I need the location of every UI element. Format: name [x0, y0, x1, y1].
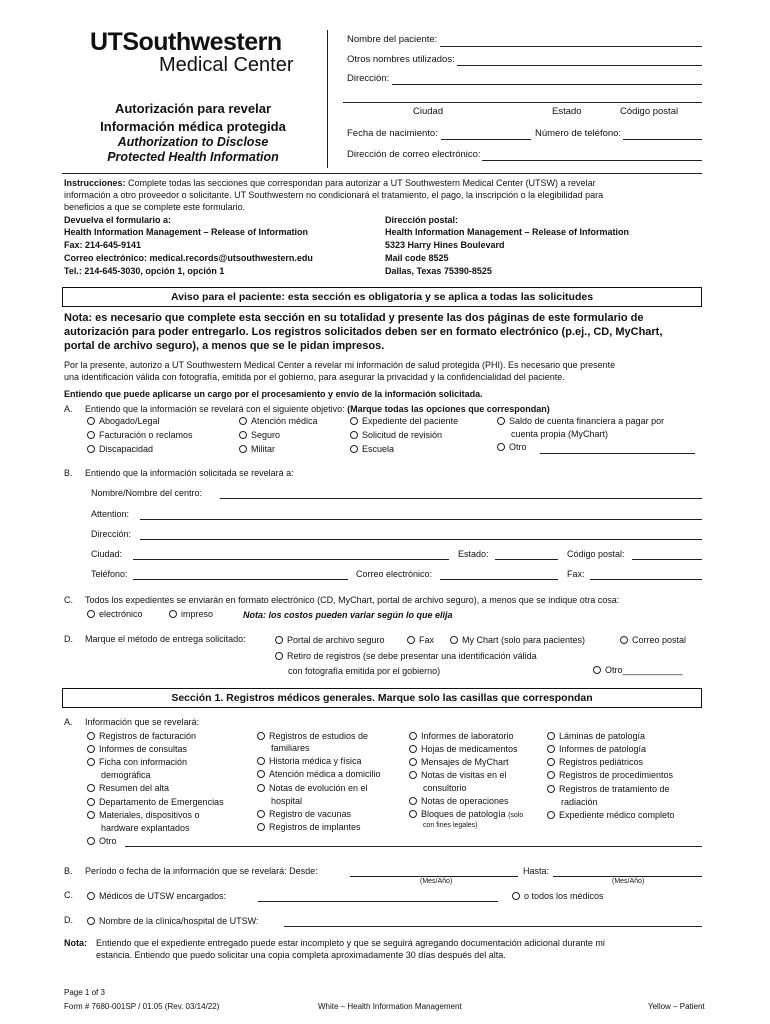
notice-note3: portal de archivo seguro), a menos que se le pidan impresos. — [64, 340, 385, 352]
patient-address-field[interactable] — [392, 84, 702, 85]
date-until-format: (Mes/Año) — [612, 878, 645, 885]
rec-other[interactable] — [87, 836, 117, 846]
instructions-text2: información a otro proveedor o solicitante. UT Southwestern no condicionará el tratamiento, el pago, la inscripción o la elegibilidad para — [64, 190, 604, 200]
radio-icon — [409, 732, 417, 740]
opt-review[interactable] — [350, 430, 442, 440]
recipient-city-label: Ciudad: — [91, 549, 123, 559]
rec-path-reports[interactable] — [547, 744, 646, 754]
attention-label: Attention: — [91, 509, 130, 519]
rec-radiation[interactable] — [547, 784, 670, 794]
city-caption: Ciudad — [413, 106, 444, 117]
sec-a-text — [85, 404, 550, 414]
rec-office-visits-label: Notas de visitas en el — [421, 770, 507, 780]
patient-address-line2[interactable] — [343, 102, 702, 103]
instructions-label: Instrucciones: — [64, 178, 126, 188]
title-en-1: Authorization to Disclose — [117, 135, 269, 149]
rec-progress-label: Notas de evolución en el — [269, 783, 368, 793]
phone-field[interactable] — [623, 139, 702, 140]
rec-office-visits-label2: consultorio — [423, 783, 467, 793]
radio-icon — [497, 443, 505, 451]
return-email[interactable]: Correo electrónico: medical.records@utsouthwestern.edu — [64, 253, 313, 263]
return-line1: Health Information Management – Release of Information — [64, 227, 309, 237]
radio-icon — [450, 636, 458, 644]
mail-line1: Health Information Management – Release of Information — [385, 227, 630, 237]
radio-icon — [547, 811, 555, 819]
opt-insurance[interactable] — [239, 430, 280, 440]
recipient-fax-field[interactable] — [590, 579, 702, 580]
rec-procedures-label: Registros de procedimientos — [559, 770, 674, 780]
final-note-line1: Entiendo que el expediente entregado puede estar incompleto y que se seguirá agregando documentación adicional durante mi — [96, 938, 605, 948]
radio-icon — [87, 784, 95, 792]
rec-complete[interactable] — [547, 810, 675, 820]
radio-icon — [350, 431, 358, 439]
rec-path-slides-label: Láminas de patología — [559, 731, 646, 741]
email-label: Dirección de correo electrónico: — [347, 149, 481, 160]
s1-c-letter: C. — [64, 890, 73, 900]
rec-progress-label2: hospital — [271, 796, 303, 806]
radio-icon — [275, 636, 283, 644]
mail-title: Dirección postal: — [385, 215, 459, 225]
sec-b-text: Entiendo que la información solicitada se revelará a: — [85, 468, 294, 478]
radio-icon — [87, 758, 95, 766]
rec-pediatric[interactable] — [547, 757, 643, 767]
opt-disability[interactable] — [87, 444, 153, 454]
recipient-email-label: Correo electrónico: — [356, 569, 433, 579]
rec-other-label: Otro — [99, 836, 117, 846]
opt-self-pay-label: Saldo de cuenta financiera a pagar por — [509, 416, 665, 426]
opt-delivery-other[interactable] — [593, 665, 683, 675]
radio-icon — [87, 610, 95, 618]
opt-legal[interactable] — [87, 416, 160, 426]
final-note-line2: estancia. Entiendo que puedo solicitar una copia completa aproximadamente 30 días después del alta. — [96, 950, 506, 960]
mail-line4: Dallas, Texas 75390-8525 — [385, 266, 492, 276]
rec-demographic-label: Ficha con información — [99, 757, 188, 767]
rec-path-blocks-label: Bloques de patología — [421, 809, 506, 819]
return-phone: Tel.: 214-645-3030, opción 1, opción 1 — [64, 266, 225, 276]
rec-home-care[interactable] — [257, 769, 381, 779]
s1-d-letter: D. — [64, 915, 73, 925]
final-note-label: Nota: — [64, 938, 87, 948]
radio-icon — [87, 732, 95, 740]
return-fax: Fax: 214-645-9141 — [64, 240, 142, 250]
rec-radiation-label2: radiación — [561, 797, 598, 807]
rec-path-reports-label: Informes de patología — [559, 744, 647, 754]
date-from-field[interactable] — [350, 876, 518, 877]
rec-emergency-label: Departamento de Emergencias — [99, 797, 224, 807]
radio-icon — [547, 771, 555, 779]
auth-line2: una identificación válida con fotografía, emitida por el gobierno, para asegurar la privacidad y la confidencialidad del paciente. — [64, 372, 565, 382]
rec-office-visits[interactable] — [409, 770, 507, 780]
opt-printed[interactable] — [169, 609, 213, 619]
recipient-phone-field[interactable] — [133, 579, 348, 580]
opt-electronic[interactable] — [87, 609, 143, 619]
title-es-2: Información médica protegida — [100, 119, 286, 134]
radio-icon — [239, 445, 247, 453]
radio-icon — [87, 811, 95, 819]
all-doctors-label: o todos los médicos — [524, 891, 604, 901]
patient-address-label: Dirección: — [347, 73, 390, 84]
radio-icon — [409, 797, 417, 805]
opt-military-label: Militar — [251, 444, 275, 454]
opt-portal-label: Portal de archivo seguro — [287, 635, 385, 645]
state-caption: Estado — [552, 106, 582, 117]
opt-mychart[interactable] — [450, 635, 585, 645]
opt-patient-record[interactable] — [350, 416, 458, 426]
opt-delivery-other-label: Otro____________ — [605, 665, 683, 675]
rec-medication-label: Hojas de medicamentos — [421, 744, 518, 754]
sec-d-text: Marque el método de entrega solicitado: — [85, 634, 246, 644]
clinic-name[interactable] — [87, 916, 258, 926]
radio-icon — [87, 417, 95, 425]
recipient-state-field[interactable] — [495, 559, 558, 560]
header-divider — [327, 30, 328, 168]
opt-billing-label: Facturación o reclamos — [99, 430, 193, 440]
rec-implants-label: Registros de implantes — [269, 822, 361, 832]
radio-icon — [409, 745, 417, 753]
sec-a-letter: A. — [64, 404, 73, 414]
date-until-field[interactable] — [553, 876, 702, 877]
rec-progress[interactable] — [257, 783, 368, 793]
phone-label: Número de teléfono: — [535, 128, 622, 139]
sec-b-letter: B. — [64, 468, 73, 478]
dob-label: Fecha de nacimiento: — [347, 128, 438, 139]
opt-insurance-label: Seguro — [251, 430, 281, 440]
yellow-copy: Yellow – Patient — [648, 1002, 705, 1011]
radio-icon — [87, 837, 95, 845]
rec-billing-label: Registros de facturación — [99, 731, 197, 741]
opt-fax-label: Fax — [419, 635, 435, 645]
s1-b-letter: B. — [64, 866, 73, 876]
radio-icon — [547, 785, 555, 793]
rec-mychart-msgs[interactable] — [409, 757, 509, 767]
rec-family-label2: familiares — [271, 743, 310, 753]
recipient-zip-label: Código postal: — [567, 549, 625, 559]
mail-line3: Mail code 8525 — [385, 253, 449, 263]
opt-disability-label: Discapacidad — [99, 444, 154, 454]
radio-icon — [512, 892, 520, 900]
opt-other[interactable] — [497, 442, 527, 452]
recipient-state-label: Estado: — [458, 549, 489, 559]
opt-mail-label: Correo postal — [632, 635, 687, 645]
opt-pickup-label2: con fotografía emitida por el gobierno) — [288, 666, 441, 676]
sec-d-letter: D. — [64, 634, 73, 644]
rec-vaccines[interactable] — [257, 809, 351, 819]
dob-field[interactable] — [441, 139, 531, 140]
opt-self-pay-label2: cuenta propia (MyChart) — [511, 429, 609, 439]
opt-other-label: Otro — [509, 442, 527, 452]
opt-patient-record-label: Expediente del paciente — [362, 416, 459, 426]
radio-icon — [350, 445, 358, 453]
opt-medical[interactable] — [239, 416, 318, 426]
radio-icon — [257, 770, 265, 778]
rec-billing[interactable] — [87, 731, 196, 741]
recipient-fax-label: Fax: — [567, 569, 585, 579]
mail-line2: 5323 Harry Hines Boulevard — [385, 240, 505, 250]
radio-icon — [593, 666, 601, 674]
recipient-phone-label: Teléfono: — [91, 569, 128, 579]
rec-explanted-label2: hardware explantados — [101, 823, 190, 833]
section1-box: Sección 1. Registros médicos generales. Marque solo las casillas que correspondan — [62, 688, 702, 708]
rec-history-label: Historia médica y física — [269, 756, 362, 766]
radio-icon — [547, 732, 555, 740]
rec-other-field[interactable] — [125, 846, 702, 847]
rec-family[interactable] — [257, 731, 368, 741]
recipient-email-field[interactable] — [440, 579, 558, 580]
opt-school-label: Escuela — [362, 444, 395, 454]
sec-a-text-bold: (Marque todas las opciones que correspondan) — [347, 404, 550, 414]
rec-family-label: Registros de estudios de — [269, 731, 369, 741]
radio-icon — [257, 823, 265, 831]
clinic-name-label: Nombre de la clínica/hospital de UTSW: — [99, 916, 259, 926]
recipient-zip-field[interactable] — [632, 559, 702, 560]
radio-icon — [547, 758, 555, 766]
instructions-line1 — [64, 177, 704, 189]
opt-review-label: Solicitud de revisión — [362, 430, 443, 440]
center-name-field[interactable] — [220, 498, 702, 499]
utsw-doctors-label: Médicos de UTSW encargados: — [99, 891, 227, 901]
rec-demographic[interactable] — [87, 757, 187, 767]
rec-complete-label: Expediente médico completo — [559, 810, 675, 820]
attention-field[interactable] — [140, 519, 702, 520]
opt-printed-label: impreso — [181, 609, 214, 619]
rule — [62, 173, 702, 174]
radio-icon — [87, 798, 95, 806]
rec-path-blocks[interactable] — [409, 809, 523, 819]
utsw-doctors[interactable] — [87, 891, 226, 901]
utsw-doctors-field[interactable] — [258, 901, 498, 902]
notice-note1: Nota: es necesario que complete esta sección en su totalidad y presente las dos páginas de este formulario de — [64, 312, 644, 324]
s1-a-text: Información que se revelará: — [85, 717, 200, 727]
rec-lab-label: Informes de laboratorio — [421, 731, 514, 741]
rec-vaccines-label: Registro de vacunas — [269, 809, 352, 819]
other-names-field[interactable] — [457, 65, 702, 66]
radio-icon — [350, 417, 358, 425]
opt-self-pay[interactable] — [497, 416, 664, 426]
rec-path-blocks-note2: con fines legales) — [423, 822, 478, 829]
radio-icon — [620, 636, 628, 644]
opt-mychart-label: My Chart (solo para pacientes) — [462, 635, 586, 645]
rec-procedures[interactable] — [547, 770, 673, 780]
white-copy: White – Health Information Management — [318, 1002, 462, 1011]
center-name-label: Nombre/Nombre del centro: — [91, 488, 203, 498]
rec-implants[interactable] — [257, 822, 361, 832]
sec-a-text-plain: Entiendo que la información se revelará con el siguiente objetivo: — [85, 404, 348, 414]
opt-pickup-label: Retiro de registros (se debe presentar una identificación válida — [287, 651, 537, 661]
other-names-label: Otros nombres utilizados: — [347, 54, 455, 65]
radio-icon — [257, 732, 265, 740]
logo-line2: Medical Center — [159, 54, 294, 76]
rec-operations-label: Notas de operaciones — [421, 796, 509, 806]
opt-school[interactable] — [350, 444, 394, 454]
radio-icon — [87, 431, 95, 439]
rec-lab[interactable] — [409, 731, 514, 741]
rec-demographic-label2: demográfica — [101, 770, 151, 780]
rec-history[interactable] — [257, 756, 362, 766]
s1-a-letter: A. — [64, 717, 73, 727]
rec-explanted[interactable] — [87, 810, 200, 820]
radio-icon — [239, 431, 247, 439]
rec-mychart-msgs-label: Mensajes de MyChart — [421, 757, 509, 767]
rec-operations[interactable] — [409, 796, 509, 806]
radio-icon — [257, 810, 265, 818]
radio-icon — [547, 745, 555, 753]
rec-radiation-label: Registros de tratamiento de — [559, 784, 670, 794]
rec-discharge[interactable] — [87, 783, 169, 793]
patient-name-label: Nombre del paciente: — [347, 34, 438, 45]
radio-icon — [409, 771, 417, 779]
notice-box: Aviso para el paciente: esta sección es obligatoria y se aplica a todas las solicitudes — [62, 287, 702, 307]
rec-path-blocks-note: (solo — [508, 812, 524, 819]
opt-portal[interactable] — [275, 635, 385, 645]
instructions-text3: beneficios a que se complete este formulario. — [64, 202, 246, 212]
form-number: Form # 7680-001SP / 01.05 (Rev. 03/14/22) — [64, 1002, 220, 1011]
radio-icon — [87, 917, 95, 925]
rec-consults-label: Informes de consultas — [99, 744, 188, 754]
recipient-city-field[interactable] — [133, 559, 449, 560]
email-field[interactable] — [482, 160, 702, 161]
date-until-label: Hasta: — [523, 866, 550, 876]
zip-caption: Código postal — [620, 106, 679, 117]
rec-pediatric-label: Registros pediátricos — [559, 757, 644, 767]
rec-home-care-label: Atención médica a domicilio — [269, 769, 381, 779]
radio-icon — [275, 652, 283, 660]
radio-icon — [169, 610, 177, 618]
radio-icon — [257, 784, 265, 792]
logo-line1: UTSouthwestern — [90, 28, 282, 56]
radio-icon — [87, 892, 95, 900]
radio-icon — [257, 757, 265, 765]
instructions-text1: Complete todas las secciones que correspondan para autorizar a UT Southwestern Medical Center (UTSW) a revelar — [125, 178, 596, 188]
patient-name-field[interactable] — [440, 46, 702, 47]
radio-icon — [87, 445, 95, 453]
rec-discharge-label: Resumen del alta — [99, 783, 170, 793]
radio-icon — [239, 417, 247, 425]
recipient-address-field[interactable] — [140, 539, 702, 540]
sec-c-letter: C. — [64, 595, 73, 605]
radio-icon — [497, 417, 505, 425]
title-en-2: Protected Health Information — [107, 150, 279, 164]
charge-text: Entiendo que puede aplicarse un cargo por el procesamiento y envío de la información solicitada. — [64, 389, 483, 399]
opt-military[interactable] — [239, 444, 275, 454]
rec-consults[interactable] — [87, 744, 187, 754]
opt-legal-label: Abogado/Legal — [99, 416, 160, 426]
rec-emergency[interactable] — [87, 797, 224, 807]
cost-note: Nota: los costos pueden variar según lo que elija — [243, 610, 453, 620]
other-purpose-field[interactable] — [540, 453, 695, 454]
opt-medical-label: Atención médica — [251, 416, 318, 426]
notice-note2: autorización para poder entregarlo. Los registros solicitados deben ser en formato electrónico (p.ej., CD, MyChart, — [64, 326, 663, 338]
all-doctors[interactable] — [512, 891, 604, 901]
return-title: Devuelva el formulario a: — [64, 215, 172, 225]
opt-pickup[interactable] — [275, 651, 537, 661]
page-number: Page 1 of 3 — [64, 988, 105, 997]
opt-billing[interactable] — [87, 430, 193, 440]
auth-line1: Por la presente, autorizo a UT Southwestern Medical Center a revelar mi información de salud protegida (PHI). Es necesario que presente — [64, 360, 616, 370]
s1-b-text: Período o fecha de la información que se revelará: Desde: — [85, 866, 318, 876]
radio-icon — [409, 758, 417, 766]
opt-fax[interactable] — [407, 635, 434, 645]
title-es-1: Autorización para revelar — [114, 101, 272, 116]
radio-icon — [407, 636, 415, 644]
clinic-name-field[interactable] — [284, 926, 702, 927]
opt-electronic-label: electrónico — [99, 609, 143, 619]
opt-mail[interactable] — [620, 635, 686, 645]
rec-medication[interactable] — [409, 744, 518, 754]
date-from-format: (Mes/Año) — [420, 878, 453, 885]
rec-explanted-label: Materiales, dispositivos o — [99, 810, 200, 820]
rec-path-slides[interactable] — [547, 731, 645, 741]
radio-icon — [409, 810, 417, 818]
recipient-address-label: Dirección: — [91, 529, 132, 539]
sec-c-text: Todos los expedientes se enviarán en formato electrónico (CD, MyChart, portal de archivo seguro), a menos que se indique otra cosa: — [85, 595, 620, 605]
radio-icon — [87, 745, 95, 753]
